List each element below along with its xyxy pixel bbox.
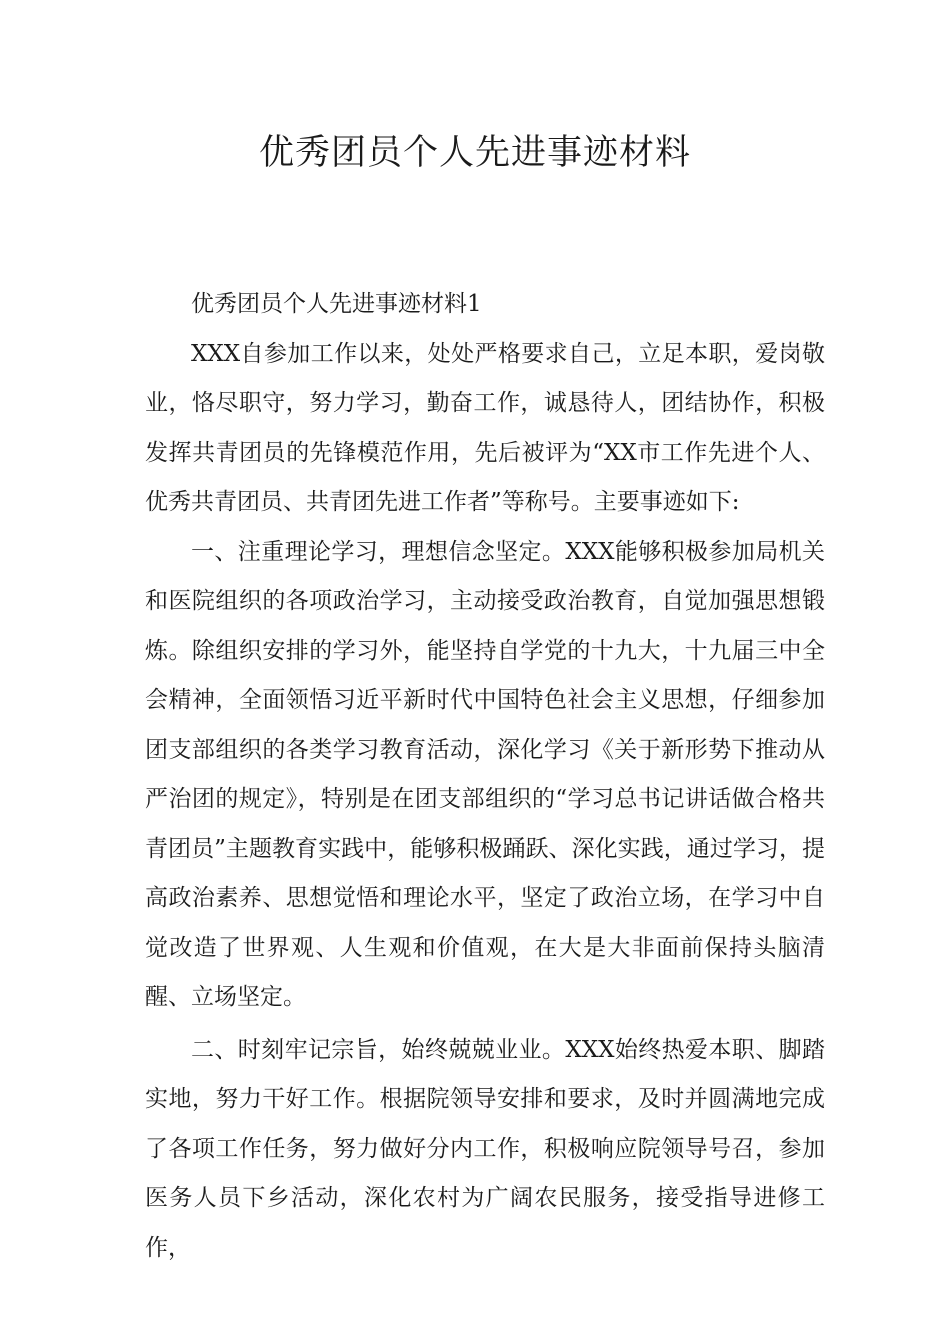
paragraph-theory-study: 一、注重理论学习，理想信念坚定。XXX能够积极参加局机关和医院组织的各项政治学习，主动接受政治教育，自觉加强思想锻炼。除组织安排的学习外，能坚持自学党的十九大，十九届三中全会精神，全面领悟习近平新时代中国特色社会主义思想，仔细参加团支部组织的各类学习教育活动，深化学习《关于新形势下推动从严治团的规定》，特别是在团支部组织的“学习总书记讲话做合格共青团员”主题教育实践中，能够积极踊跃、深化实践，通过学习，提高政治素养、思想觉悟和理论水平，坚定了政治立场，在学习中自觉改造了世界观、人生观和价值观，在大是大非面前保持头脑清醒、立场坚定。	[145, 538, 825, 1010]
paragraph-intro: XXX自参加工作以来，处处严格要求自己，立足本职，爱岗敬业，恪尽职守，努力学习，勤奋工作，诚恳待人，团结协作，积极发挥共青团员的先锋模范作用，先后被评为“XX市工作先进个人、优秀共青团员、共青团先进工作者”等称号。主要事迹如下:	[145, 340, 825, 515]
paragraph-work-dedication: 二、时刻牢记宗旨，始终兢兢业业。XXX始终热爱本职、脚踏实地，努力干好工作。根据院领导安排和要求，及时并圆满地完成了各项工作任务，努力做好分内工作，积极响应院领导号召，参加医务人员下乡活动，深化农村为广阔农民服务，接受指导进修工作，	[145, 1036, 825, 1261]
document-title: 优秀团员个人先进事迹材料	[258, 133, 691, 173]
section-heading: 优秀团员个人先进事迹材料1	[191, 291, 482, 317]
document-body	[145, 280, 825, 1273]
